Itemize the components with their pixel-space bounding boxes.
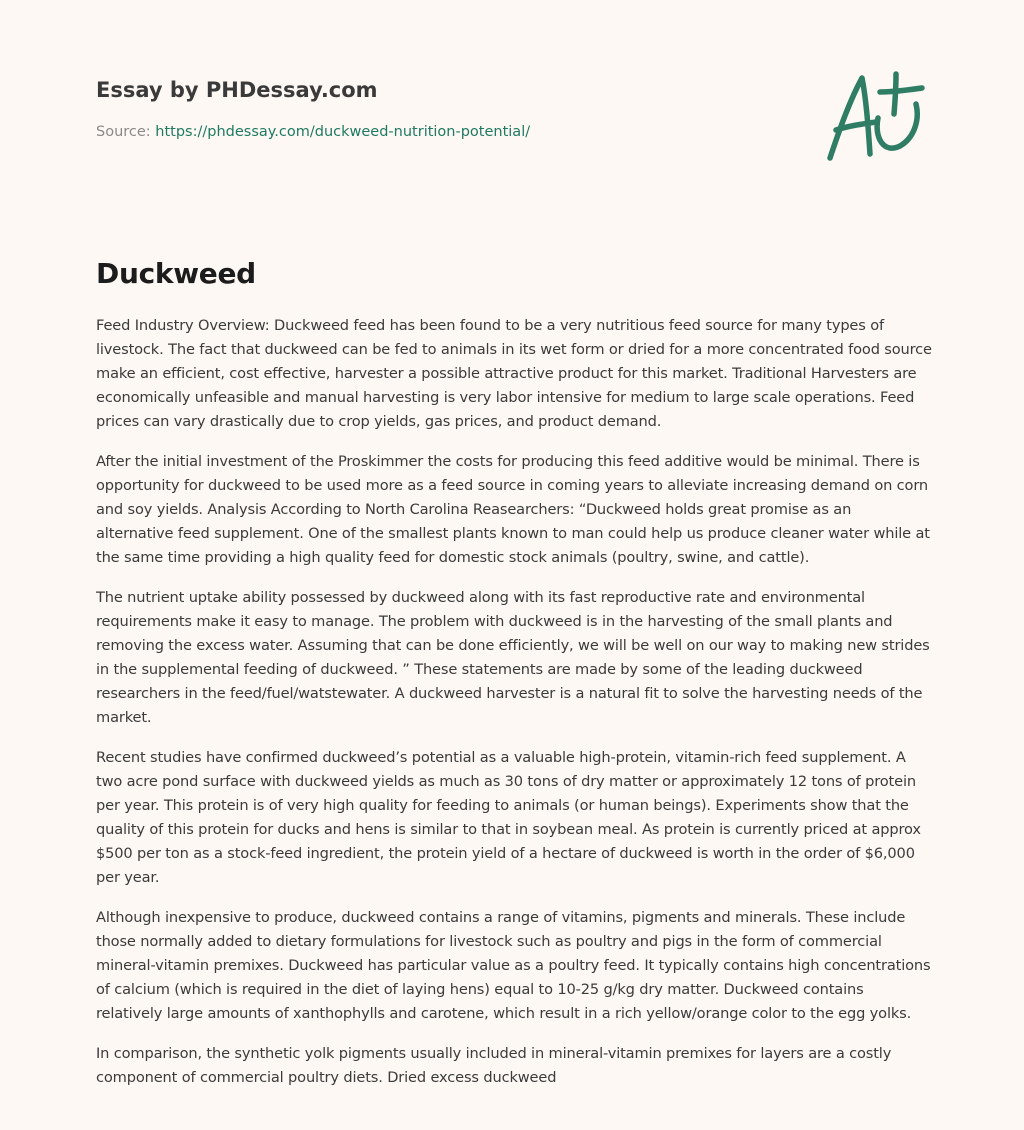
essay-paragraph: In comparison, the synthetic yolk pigments usually included in mineral-vitamin premixes for layers are a costly component of commercial poultry diets. Dried excess duckweed: [96, 1045, 892, 1086]
essay-paragraph: Recent studies have confirmed duckweed’s potential as a valuable high-protein, vitamin-rich feed supplement. A two acre pond surface with duckweed yields as much as 30 tons of dry matter or approximately 12 tons of protein per year. This protein is of very high quality for feeding to animals (or human beings). Experiments show that the quality of this protein for ducks and hens is similar to that in soybean meal. As protein is currently priced at approx $500 per ton as a stock-feed ingredient, the protein yield of a hectare of duckweed is worth in the order of $6,000 per year.: [96, 749, 921, 886]
source-link[interactable]: https://phdessay.com/duckweed-nutrition-potential/: [155, 124, 531, 140]
essay-title: Duckweed: [96, 257, 256, 290]
source-line: [96, 122, 796, 142]
essay-body: [96, 314, 932, 1106]
source-label: Source:: [96, 124, 156, 140]
essay-paragraph: The nutrient uptake ability possessed by duckweed along with its fast reproductive rate and environmental requirements make it easy to manage. The problem with duckweed is in the harvesting of the small plants and removing the excess water. Assuming that can be done efficiently, we will be well on our way to making new strides in the supplemental feeding of duckweed. ” These statements are made by some of the leading duckweed researchers in the feed/fuel/watstewater. A duckweed harvester is a natural fit to solve the harvesting needs of the market.: [96, 589, 930, 726]
essay-paragraph: Feed Industry Overview: Duckweed feed has been found to be a very nutritious feed source for many types of livestock. The fact that duckweed can be fed to animals in its wet form or dried for a more concentrated food source make an efficient, cost effective, harvester a possible attractive product for this market. Traditional Harvesters are economically unfeasible and manual harvesting is very labor intensive for medium to large scale operations. Feed prices can vary drastically due to crop yields, gas prices, and product demand.: [96, 317, 932, 430]
site-title: Essay by PHDessay.com: [96, 78, 378, 102]
essay-paragraph: Although inexpensive to produce, duckweed contains a range of vitamins, pigments and minerals. These include those normally added to dietary formulations for livestock such as poultry and pigs in the form of commercial mineral-vitamin premixes. Duckweed has particular value as a poultry feed. It typically contains high concentrations of calcium (which is required in the diet of laying hens) equal to 10-25 g/kg dry matter. Duckweed contains relatively large amounts of xanthophylls and carotene, which result in a rich yellow/orange color to the egg yolks.: [96, 909, 931, 1022]
a-plus-logo: [822, 68, 926, 164]
essay-paragraph: After the initial investment of the Proskimmer the costs for producing this feed additive would be minimal. There is opportunity for duckweed to be used more as a feed source in coming years to alleviate increasing demand on corn and soy yields. Analysis According to North Carolina Reasearchers: “Duckweed holds great promise as an alternative feed supplement. One of the smallest plants known to man could help us produce cleaner water while at the same time providing a high quality feed for domestic stock animals (poultry, swine, and cattle).: [96, 453, 930, 566]
essay-header: [96, 76, 796, 142]
